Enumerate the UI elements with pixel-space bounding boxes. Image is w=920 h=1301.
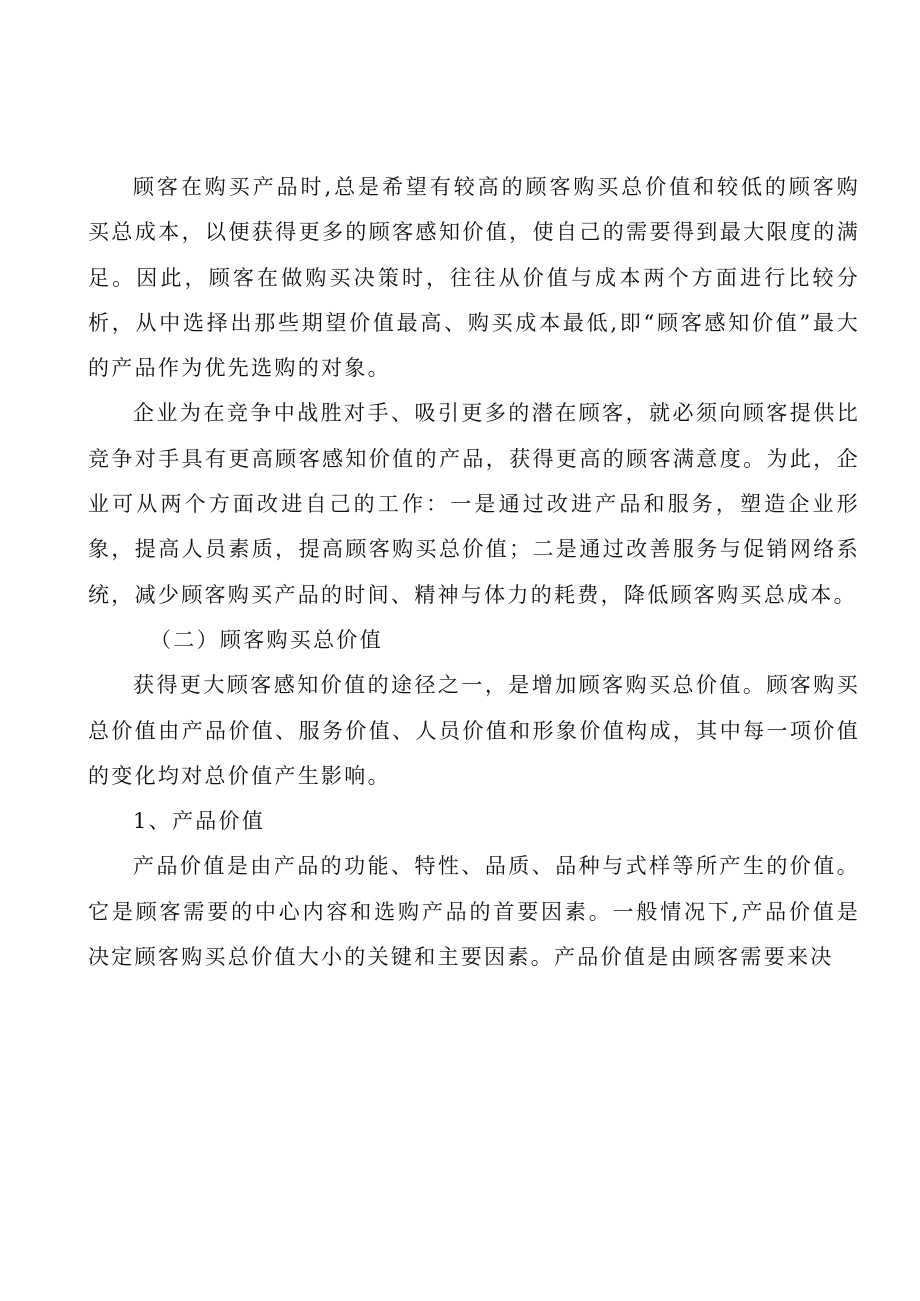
paragraph-enterprise-strategy: 企业为在竞争中战胜对手、吸引更多的潜在顾客，就必须向顾客提供比竞争对手具有更高顾客感知价值的产品，获得更高的顾客满意度。为此，企业可从两个方面改进自己的工作：一是通过改进产品和服务，塑造企业形象，提高人员素质，提高顾客购买总价值；二是通过改善服务与促销网络系统，减少顾客购买产品的时间、精神与体力的耗费，降低顾客购买总成本。 (88, 401, 860, 607)
section-heading-total-value: （二）顾客购买总价值 (150, 627, 383, 652)
paragraph-customer-decision: 顾客在购买产品时,总是希望有较高的顾客购买总价值和较低的顾客购买总成本，以便获得更多的顾客感知价值，使自己的需要得到最大限度的满足。因此，顾客在做购买决策时，往往从价值与成本两个方面进行比较分析，从中选择出那些期望价值最高、购买成本最低,即“顾客感知价值”最大的产品作为优先选购的对象。 (88, 175, 860, 381)
subsection-heading-product-value: 1、产品价值 (133, 809, 266, 834)
document-body (88, 165, 860, 980)
paragraph-total-value: 获得更大顾客感知价值的途径之一，是增加顾客购买总价值。顾客购买总价值由产品价值、服务价值、人员价值和形象价值构成，其中每一项价值的变化均对总价值产生影响。 (88, 673, 860, 788)
paragraph-product-value: 产品价值是由产品的功能、特性、品质、品种与式样等所产生的价值。它是顾客需要的中心内容和选购产品的首要因素。一般情况下,产品价值是决定顾客购买总价值大小的关键和主要因素。产品价值是由顾客需要来决 (88, 854, 860, 970)
